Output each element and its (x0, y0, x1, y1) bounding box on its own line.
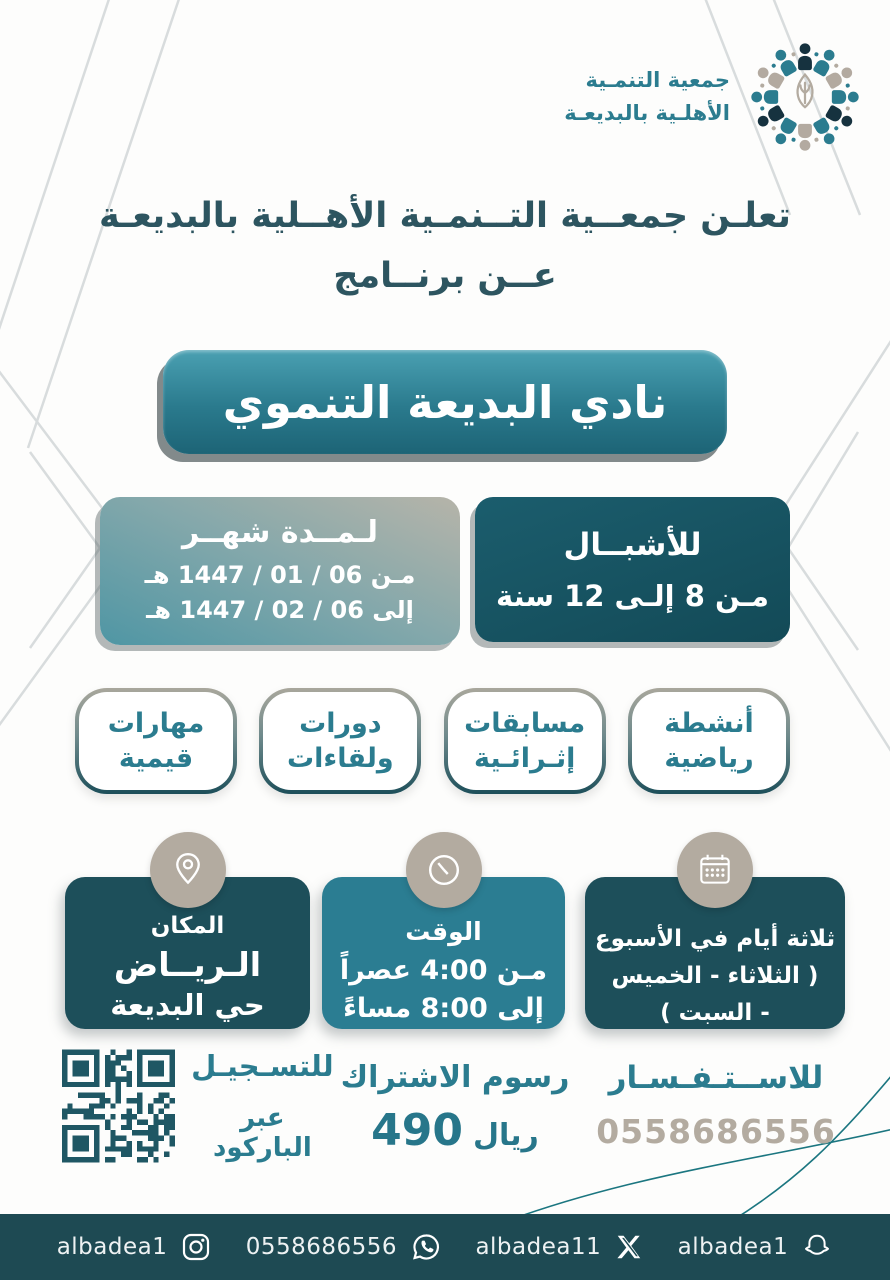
snapchat-icon (801, 1231, 833, 1263)
time-box (322, 877, 565, 1029)
fees-title: رسوم الاشتراك (340, 1060, 570, 1095)
instagram-handle: albadea1 (56, 1234, 168, 1260)
fees-block (330, 1060, 580, 1156)
logo-name-line2: الأهلـية بالبديعـة (564, 101, 730, 125)
activity-label: مسابقات (464, 707, 586, 739)
footer-snapchat (678, 1231, 834, 1263)
location-city: الـريــاض (113, 945, 262, 984)
schedule-line3: - السبت ) (660, 999, 770, 1026)
location-title: المكان (150, 913, 225, 939)
footer-instagram (57, 1231, 213, 1263)
schedule-icon-circle (677, 832, 753, 908)
footer-whatsapp (246, 1231, 442, 1263)
duration-to: إلى 06 / 02 / 1447 هـ (146, 595, 414, 624)
calendar-icon (695, 850, 735, 890)
location-pin-icon (168, 850, 208, 890)
snapchat-handle: albadea1 (677, 1234, 789, 1260)
footer-bar (0, 1214, 890, 1280)
headline-line2: عــن برنــامج (333, 256, 557, 296)
fees-amount (330, 1105, 580, 1156)
time-from: مـن 4:00 عصراً (339, 955, 548, 986)
schedule-line2: ( الثلاثاء - الخميس (611, 962, 819, 989)
registration-block (62, 1046, 334, 1166)
qr-code (62, 1046, 175, 1166)
activity-label: مهارات (107, 707, 205, 739)
fees-number: 490 (371, 1105, 463, 1156)
location-icon-circle (150, 832, 226, 908)
time-to: إلى 8:00 مساءً (343, 992, 544, 1024)
announcement-headline (0, 196, 890, 296)
activity-label: إثـرائـية (473, 743, 576, 774)
duration-title: لـمــدة شهــر (181, 514, 379, 550)
association-logo-mark-icon (744, 36, 866, 158)
audience-age-range: مـن 8 إلـى 12 سنة (496, 578, 769, 613)
association-logo (564, 36, 866, 158)
activity-label: قيمية (118, 743, 194, 774)
whatsapp-icon (410, 1231, 442, 1263)
activities-row (75, 688, 790, 794)
activity-label: ولقاءات (287, 743, 394, 774)
fees-currency: ريال (473, 1118, 539, 1153)
schedule-line1: ثلاثة أيام في الأسبوع (594, 926, 836, 952)
inquiry-phone: 0558686556 (596, 1112, 836, 1151)
program-title: نادي البديعة التنموي (222, 375, 668, 429)
footer-x (475, 1232, 644, 1262)
activity-pill-skills (75, 688, 237, 794)
activity-label: أنشطة (664, 707, 754, 739)
location-box (65, 877, 310, 1029)
registration-line2: عبر الباركود (212, 1103, 312, 1163)
inquiry-block (585, 1060, 847, 1151)
program-title-banner (163, 350, 727, 454)
activity-label: رياضية (664, 743, 754, 774)
registration-line1: للتسـجيـل (191, 1049, 334, 1083)
headline-line1: تعلـن جمعــية التــنمـية الأهــلية بالبديعـة (99, 196, 791, 236)
logo-name-line1: جمعية التنمـية (585, 68, 730, 93)
time-icon-circle (406, 832, 482, 908)
activity-pill-sports (628, 688, 790, 794)
audience-box (475, 497, 790, 642)
whatsapp-number: 0558686556 (245, 1234, 398, 1260)
activity-pill-courses (259, 688, 421, 794)
activity-label: دورات (299, 707, 382, 739)
schedule-box (585, 877, 845, 1029)
x-handle: albadea11 (475, 1234, 602, 1260)
activity-pill-competitions (444, 688, 606, 794)
x-icon (614, 1232, 644, 1262)
audience-title: للأشبــال (563, 526, 702, 563)
location-district: حي البديعة (110, 988, 265, 1022)
instagram-icon (180, 1231, 212, 1263)
duration-box (100, 497, 460, 645)
inquiry-title: للاســتـفـسـار (608, 1060, 824, 1096)
time-title: الوقت (405, 917, 482, 946)
clock-icon (423, 849, 465, 891)
duration-from: مـن 06 / 01 / 1447 هـ (144, 560, 416, 589)
association-logo-text (564, 64, 730, 129)
